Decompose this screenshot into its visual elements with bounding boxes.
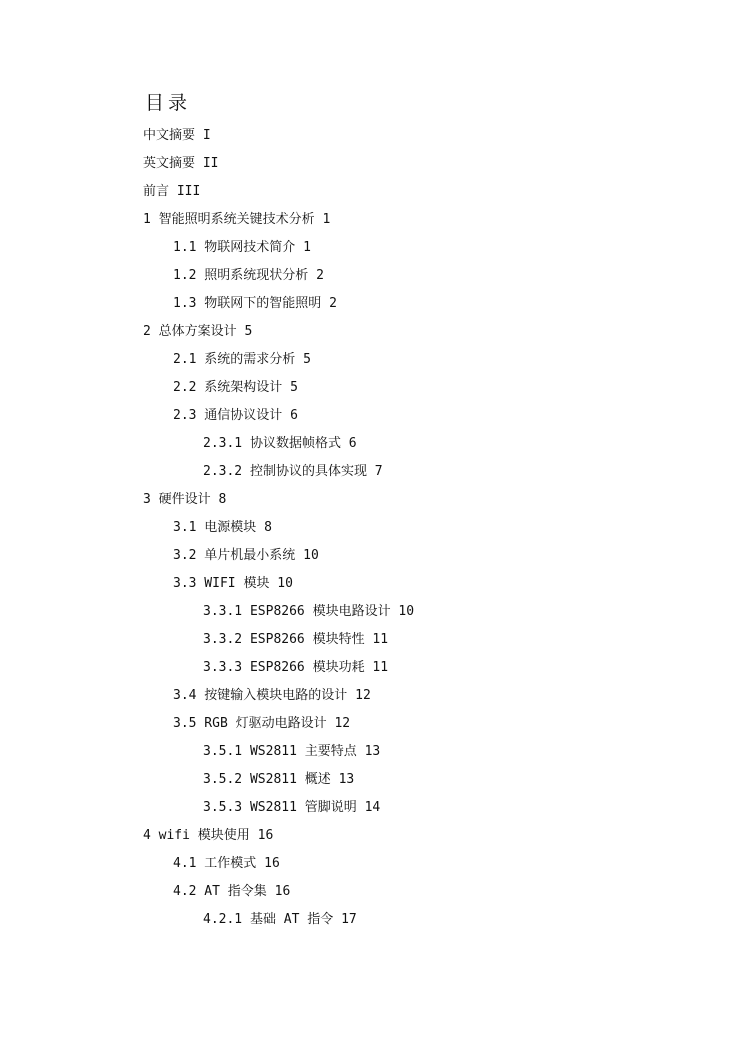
toc-entry[interactable] xyxy=(0,878,744,906)
toc-entry-text: 2.2 系统架构设计 5 xyxy=(173,380,298,395)
toc-entry-text: 3.5 RGB 灯驱动电路设计 12 xyxy=(173,716,351,731)
toc-entry[interactable] xyxy=(0,542,744,570)
toc-entry[interactable] xyxy=(0,486,744,514)
toc-entry[interactable] xyxy=(0,850,744,878)
toc-entry-text: 3.5.2 WS2811 概述 13 xyxy=(203,772,355,787)
toc-entry-text: 4.1 工作模式 16 xyxy=(173,856,280,871)
toc-entry[interactable] xyxy=(0,290,744,318)
toc-entry[interactable] xyxy=(0,514,744,542)
toc-entry[interactable] xyxy=(0,570,744,598)
toc-entry-text: 3.3.2 ESP8266 模块特性 11 xyxy=(203,632,389,647)
toc-entry[interactable] xyxy=(0,346,744,374)
toc-entry-text: 1.2 照明系统现状分析 2 xyxy=(173,268,324,283)
toc-entry[interactable] xyxy=(0,178,744,206)
toc-entry-text: 中文摘要 I xyxy=(143,128,211,143)
toc-entry-text: 3 硬件设计 8 xyxy=(143,492,227,507)
toc-entry[interactable] xyxy=(0,598,744,626)
toc-entry[interactable] xyxy=(0,458,744,486)
toc-entry-text: 4.2.1 基础 AT 指令 17 xyxy=(203,912,357,927)
toc-entry-text: 2.3.1 协议数据帧格式 6 xyxy=(203,436,357,451)
toc-entry[interactable] xyxy=(0,822,744,850)
toc-entry-text: 2 总体方案设计 5 xyxy=(143,324,253,339)
toc-entry-text: 3.3.3 ESP8266 模块功耗 11 xyxy=(203,660,389,675)
toc-entry-text: 4 wifi 模块使用 16 xyxy=(143,828,274,843)
toc-entry-text: 3.5.1 WS2811 主要特点 13 xyxy=(203,744,381,759)
toc-entry[interactable] xyxy=(0,206,744,234)
toc-entry[interactable] xyxy=(0,262,744,290)
toc-entry-text: 2.1 系统的需求分析 5 xyxy=(173,352,311,367)
toc-entry[interactable] xyxy=(0,402,744,430)
toc-list xyxy=(0,122,744,934)
toc-entry[interactable] xyxy=(0,654,744,682)
toc-entry[interactable] xyxy=(0,794,744,822)
toc-entry[interactable] xyxy=(0,682,744,710)
toc-entry-text: 3.2 单片机最小系统 10 xyxy=(173,548,319,563)
toc-entry[interactable] xyxy=(0,626,744,654)
toc-entry[interactable] xyxy=(0,318,744,346)
toc-entry[interactable] xyxy=(0,710,744,738)
toc-entry-text: 3.5.3 WS2811 管脚说明 14 xyxy=(203,800,381,815)
toc-entry-text: 4.2 AT 指令集 16 xyxy=(173,884,291,899)
toc-entry[interactable] xyxy=(0,374,744,402)
toc-entry-text: 1 智能照明系统关键技术分析 1 xyxy=(143,212,331,227)
toc-entry-text: 2.3 通信协议设计 6 xyxy=(173,408,298,423)
toc-entry[interactable] xyxy=(0,906,744,934)
toc-entry-text: 前言 III xyxy=(143,184,201,199)
toc-entry[interactable] xyxy=(0,766,744,794)
toc-entry-text: 3.3.1 ESP8266 模块电路设计 10 xyxy=(203,604,415,619)
toc-title: 目录 xyxy=(145,92,192,114)
toc-entry-text: 1.1 物联网技术简介 1 xyxy=(173,240,311,255)
toc-entry-text: 3.1 电源模块 8 xyxy=(173,520,272,535)
toc-entry[interactable] xyxy=(0,150,744,178)
toc-entry-text: 2.3.2 控制协议的具体实现 7 xyxy=(203,464,383,479)
toc-entry[interactable] xyxy=(0,122,744,150)
toc-entry-text: 1.3 物联网下的智能照明 2 xyxy=(173,296,337,311)
toc-entry[interactable] xyxy=(0,234,744,262)
toc-entry[interactable] xyxy=(0,738,744,766)
toc-entry-text: 3.3 WIFI 模块 10 xyxy=(173,576,293,591)
toc-entry-text: 英文摘要 II xyxy=(143,156,219,171)
toc-entry[interactable] xyxy=(0,430,744,458)
toc-entry-text: 3.4 按键输入模块电路的设计 12 xyxy=(173,688,371,703)
